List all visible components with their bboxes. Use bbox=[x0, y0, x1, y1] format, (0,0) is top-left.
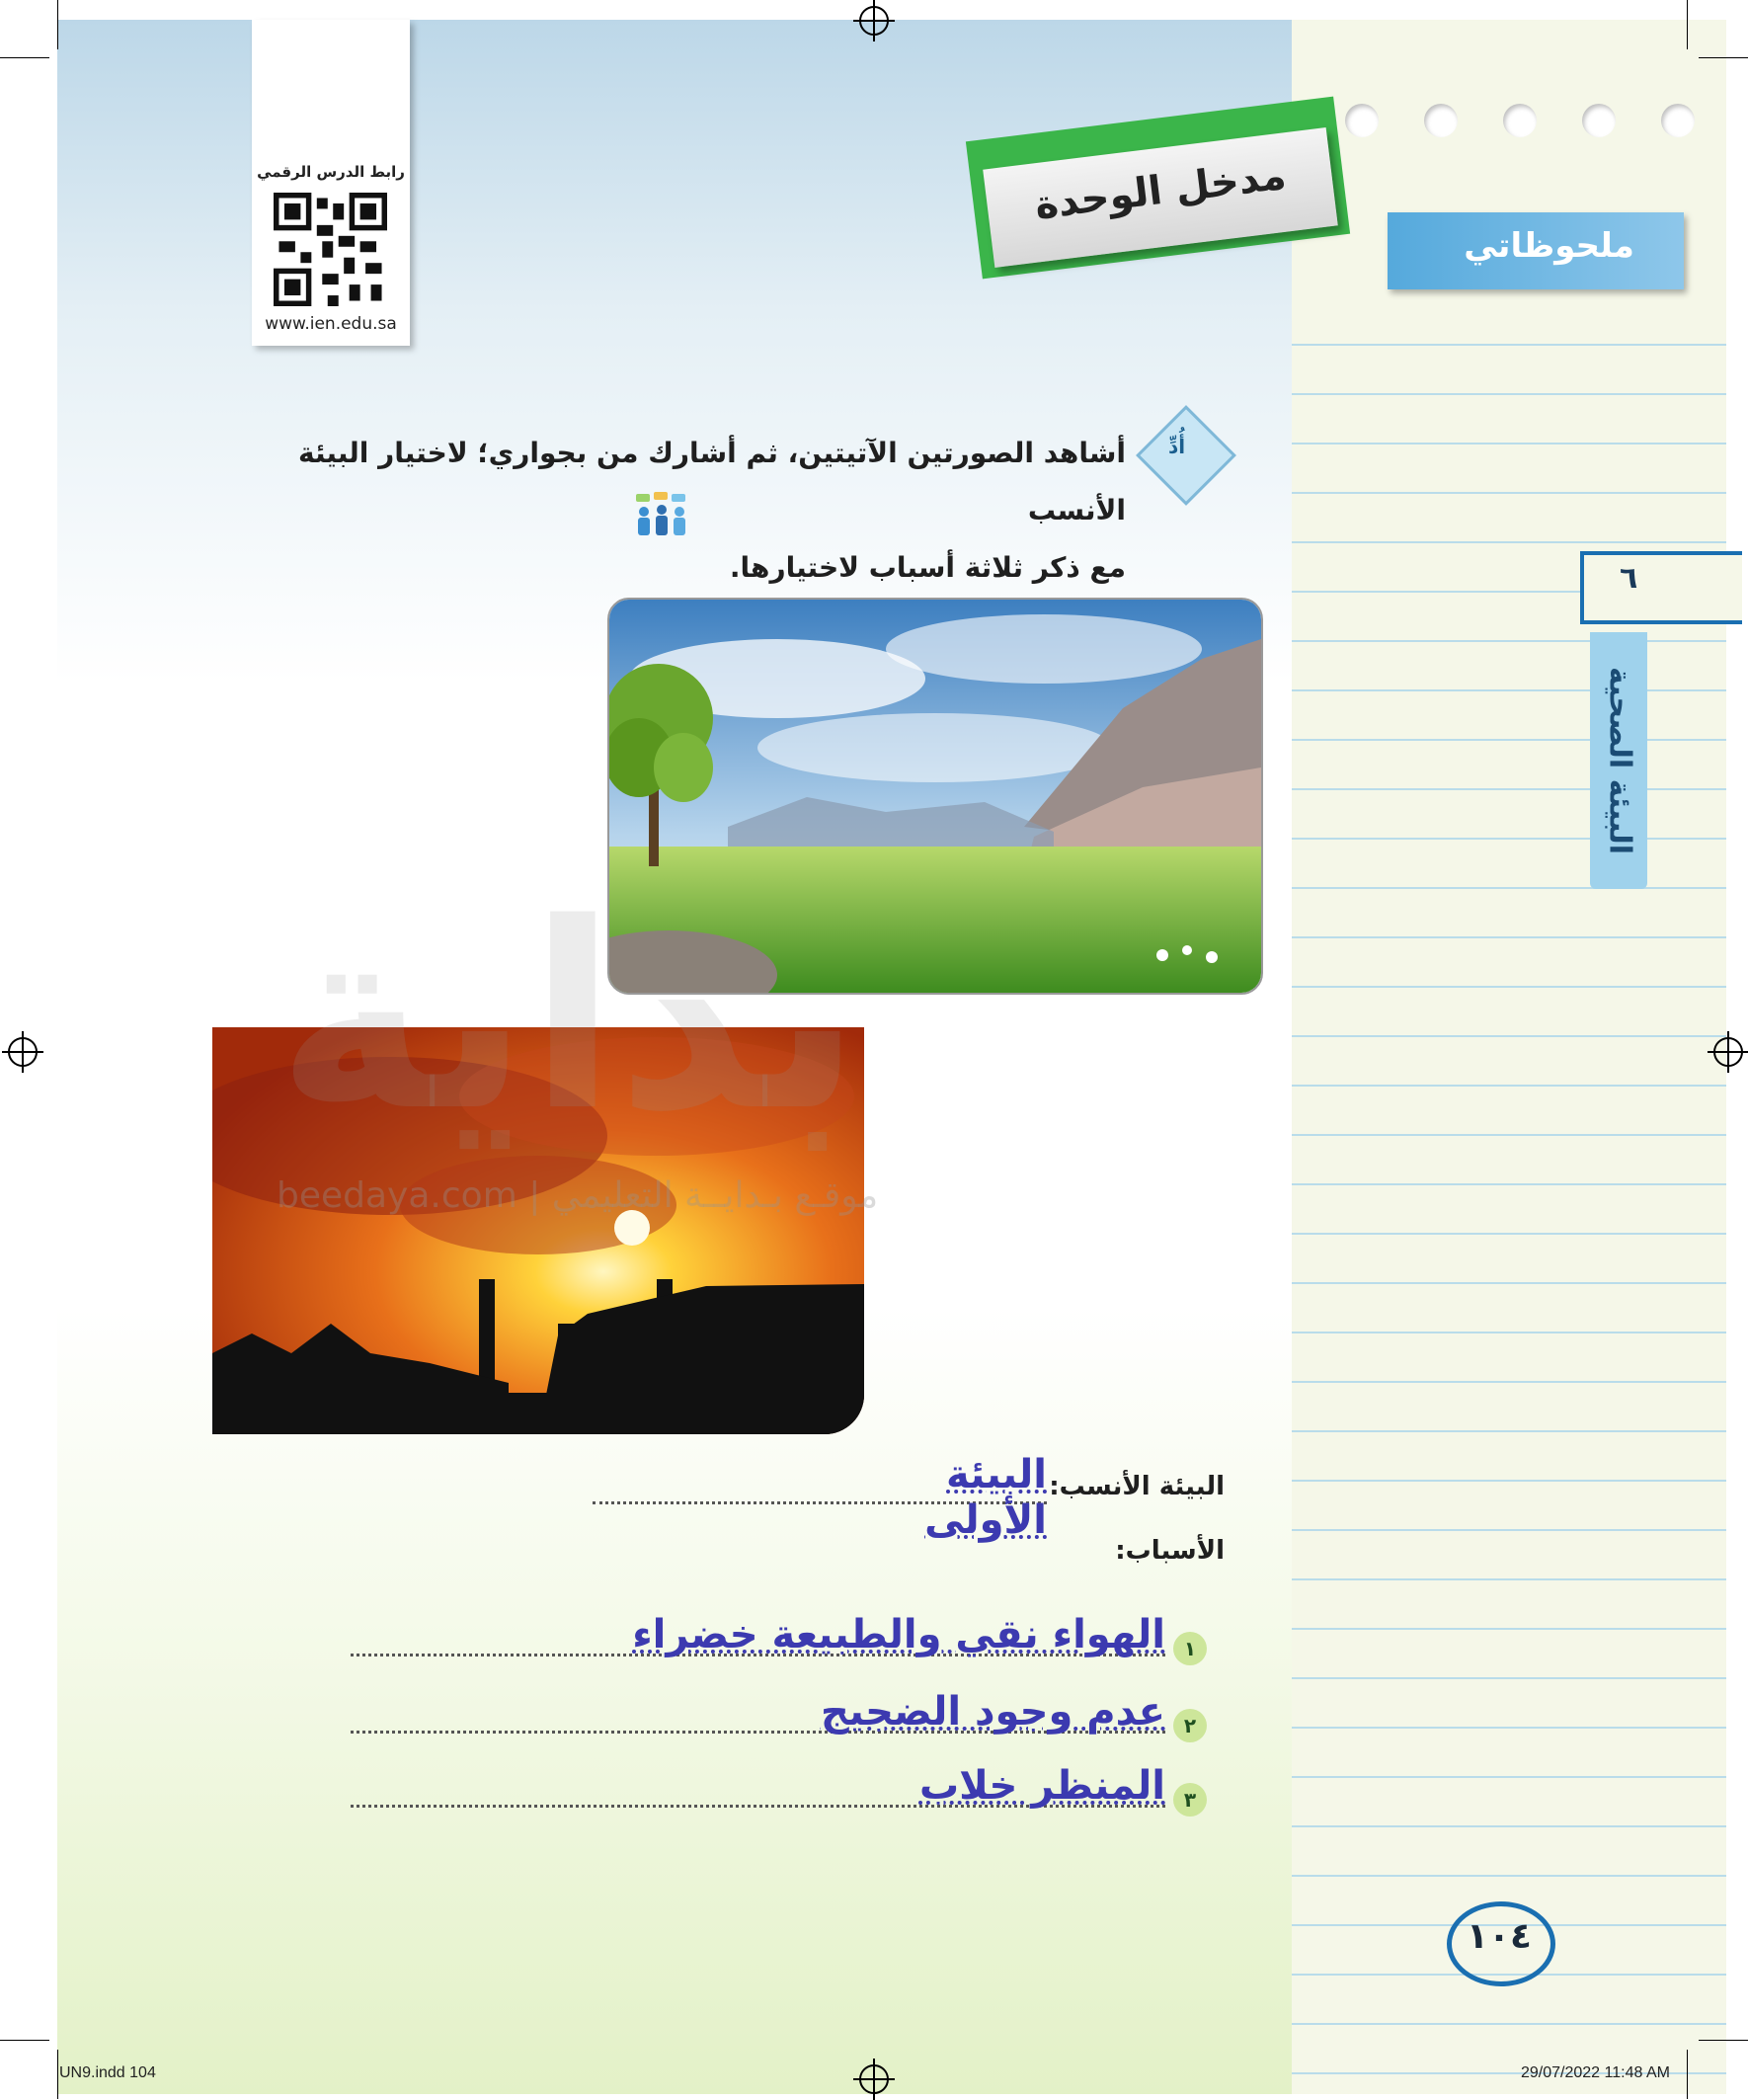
group-discussion-icon bbox=[632, 492, 691, 537]
unit-number: ٦ bbox=[1620, 561, 1638, 596]
instruction-line-2: مع ذكر ثلاثة أسباب لاختيارها. bbox=[729, 551, 1126, 584]
registration-mark-icon bbox=[1713, 1037, 1743, 1067]
binder-hole bbox=[1582, 104, 1616, 137]
slug-timestamp: 29/07/2022 11:48 AM bbox=[1521, 2064, 1670, 2081]
notes-header-label: ملحوظاتي bbox=[1464, 226, 1634, 266]
instruction-line-1: أشاهد الصورتين الآتيتين، ثم أشارك من بجواري؛ لاختيار البيئة الأنسب bbox=[298, 437, 1126, 526]
activity-icon-label: أُدِّ bbox=[1168, 435, 1186, 458]
crop-mark bbox=[0, 57, 49, 58]
watermark-brand: بداية bbox=[277, 869, 862, 1168]
qr-code-icon[interactable] bbox=[274, 193, 387, 306]
crop-mark bbox=[0, 2040, 49, 2041]
reason-answer[interactable]: المنظر خلاب bbox=[918, 1763, 1165, 1809]
best-environment-answer[interactable]: البيئة الأولى bbox=[924, 1452, 1047, 1543]
crop-mark bbox=[1687, 0, 1688, 49]
crop-mark bbox=[1699, 57, 1748, 58]
crop-mark bbox=[1687, 2050, 1688, 2099]
registration-mark-icon bbox=[8, 1037, 38, 1067]
registration-mark-icon bbox=[859, 6, 889, 36]
notes-header bbox=[1388, 212, 1684, 289]
qr-url[interactable]: www.ien.edu.sa bbox=[265, 314, 397, 334]
slug-filename: UN9.indd 104 bbox=[59, 2064, 156, 2081]
reason-number: ٢ bbox=[1173, 1709, 1207, 1742]
watermark-subtitle: beedaya.com | موقـع بـدايــة التعليمي bbox=[277, 1175, 879, 1216]
section-title: مدخل الوحدة bbox=[1032, 152, 1289, 229]
page-number: ١٠٤ bbox=[1467, 1916, 1532, 1957]
unit-number-box bbox=[1580, 551, 1742, 624]
crop-mark bbox=[57, 2050, 58, 2099]
unit-title: البيئة الصحية bbox=[1602, 666, 1637, 855]
reasons-label: الأسباب: bbox=[1115, 1536, 1225, 1566]
qr-caption: رابط الدرس الرقمي bbox=[257, 163, 405, 181]
registration-mark-icon bbox=[859, 2064, 889, 2094]
reason-answer[interactable]: الهواء نقي والطبيعة خضراء bbox=[632, 1612, 1165, 1657]
binder-hole bbox=[1503, 104, 1537, 137]
reason-number: ٣ bbox=[1173, 1783, 1207, 1817]
binder-hole bbox=[1661, 104, 1695, 137]
binder-hole bbox=[1424, 104, 1458, 137]
binder-hole bbox=[1345, 104, 1379, 137]
best-environment-label: البيئة الأنسب: bbox=[1049, 1472, 1225, 1501]
reason-number: ١ bbox=[1173, 1632, 1207, 1665]
crop-mark bbox=[1699, 2040, 1748, 2041]
reason-answer[interactable]: عدم وجود الضجيج bbox=[820, 1689, 1165, 1735]
crop-mark bbox=[57, 0, 58, 49]
